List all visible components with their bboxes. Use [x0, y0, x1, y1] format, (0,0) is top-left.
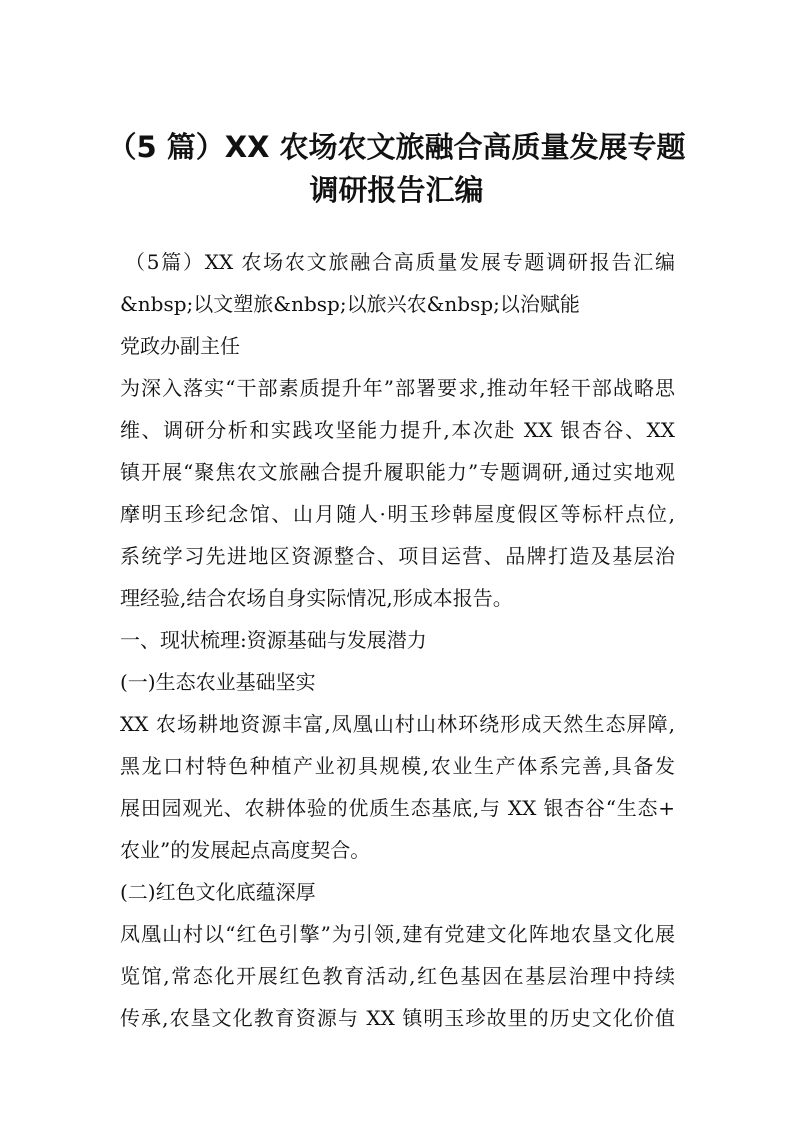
paragraph-line: 览馆,常态化开展红色教育活动,红色基因在基层治理中持续 — [120, 964, 675, 988]
paragraph-line: 黑龙口村特色种植产业初具规模,农业生产体系完善,具备发 — [120, 754, 675, 778]
paragraph-line: 系统学习先进地区资源整合、项目运营、品牌打造及基层治 — [120, 544, 675, 568]
tagline: &nbsp;以文塑旅&nbsp;以旅兴农&nbsp;以治赋能 — [120, 292, 580, 316]
document-body — [120, 241, 675, 1039]
paragraph-line: 农业”的发展起点高度契合。 — [120, 838, 371, 862]
document-title-line-1: （5 篇）XX 农场农文旅融合高质量发展专题 — [107, 130, 686, 164]
paragraph-line: 镇开展“聚焦农文旅融合提升履职能力”专题调研,通过实地观 — [120, 460, 675, 484]
paragraph-line: 理经验,结合农场自身实际情况,形成本报告。 — [120, 586, 513, 610]
paragraph-line: 展田园观光、农耕体验的优质生态基底,与 XX 银杏谷“生态+ — [120, 796, 675, 820]
subsection-heading: (一)生态农业基础坚实 — [120, 670, 316, 694]
paragraph-line: 传承,农垦文化教育资源与 XX 镇明玉珍故里的历史文化价值 — [120, 1006, 675, 1030]
document-title-line-2: 调研报告汇编 — [309, 173, 484, 207]
section-heading: 一、现状梳理:资源基础与发展潜力 — [120, 628, 427, 652]
author-role: 党政办副主任 — [120, 334, 240, 358]
subtitle-line: （5篇）XX 农场农文旅融合高质量发展专题调研报告汇编 — [125, 250, 675, 274]
paragraph-line: XX 农场耕地资源丰富,凤凰山村山林环绕形成天然生态屏障, — [120, 712, 675, 736]
paragraph-line: 维、调研分析和实践攻坚能力提升,本次赴 XX 银杏谷、XX — [120, 418, 675, 442]
subsection-heading: (二)红色文化底蕴深厚 — [120, 880, 316, 904]
paragraph-line: 摩明玉珍纪念馆、山月随人·明玉珍韩屋度假区等标杆点位, — [120, 502, 675, 526]
paragraph-line: 凤凰山村以“红色引擎”为引领,建有党建文化阵地农垦文化展 — [120, 922, 675, 946]
paragraph-line: 为深入落实“干部素质提升年”部署要求,推动年轻干部战略思 — [120, 376, 675, 400]
